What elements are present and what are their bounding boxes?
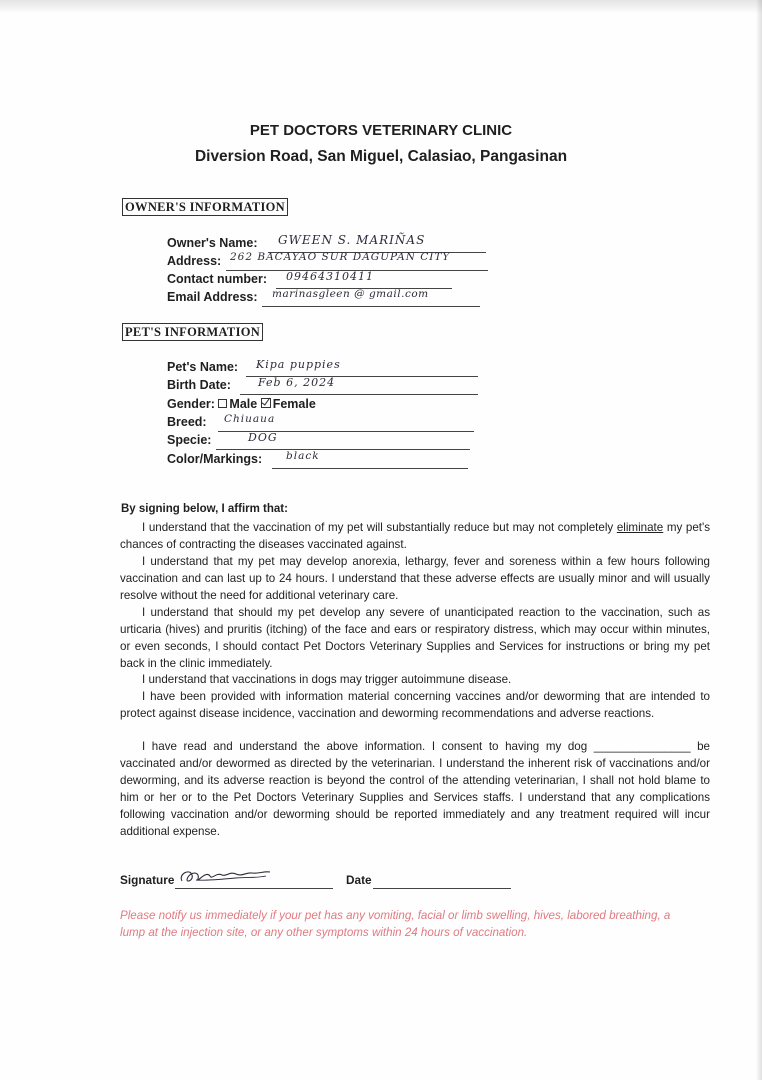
affirmation-paragraph-5: I have been provided with information material concerning vaccines and/or deworming that are intended to protect against disease incidence, vaccination and deworming recommendations and adverse reactions. bbox=[120, 690, 710, 720]
date-label: Date bbox=[346, 873, 372, 887]
address-value: 262 BACAYAO SUR DAGUPAN CITY bbox=[230, 251, 451, 263]
color-field bbox=[167, 452, 262, 466]
contact-field bbox=[167, 272, 267, 286]
clinic-address: Diversion Road, San Miguel, Calasiao, Pangasinan bbox=[194, 148, 568, 165]
p1-text-a: I understand that the vaccination of my pet will substantially reduce but may not completely bbox=[142, 521, 617, 534]
owner-section-title: OWNER'S INFORMATION bbox=[122, 198, 288, 216]
p6-text-b: be vaccinated and/or dewormed as directed by the veterinarian. I understand the inherent risk of vaccinations and/or deworming, and its adverse reaction is beyond the control of the attending veterinarian, I shall not hold blame to him or her or to the Pet Doctors Veterinary Supplies and Services staffs. I understand that any complications following vaccination and/or deworming should be reported immediately and any treatment required will incur additional expense. bbox=[120, 740, 710, 838]
breed-label: Breed: bbox=[167, 415, 207, 429]
breed-field bbox=[167, 415, 207, 429]
color-value: black bbox=[286, 450, 320, 462]
breed-value: Chiuaua bbox=[224, 413, 276, 425]
address-label: Address: bbox=[167, 254, 222, 268]
scan-shadow-top bbox=[0, 0, 762, 14]
female-option-label: Female bbox=[272, 397, 316, 411]
color-label: Color/Markings: bbox=[167, 452, 263, 466]
address-field bbox=[167, 254, 221, 268]
p1-underlined-word: eliminate bbox=[616, 521, 664, 534]
affirmation-paragraph-1 bbox=[120, 519, 710, 553]
p6-dog-blank[interactable]: _______________ bbox=[593, 740, 691, 753]
owner-name-label: Owner's Name: bbox=[167, 236, 258, 250]
male-option-label: Male bbox=[229, 397, 258, 411]
date-line[interactable] bbox=[373, 872, 511, 889]
birth-date-value: Feb 6, 2024 bbox=[258, 376, 336, 389]
email-label: Email Address: bbox=[167, 290, 258, 304]
owner-name-field bbox=[167, 236, 258, 250]
affirmation-paragraph-4: I understand that vaccinations in dogs may trigger autoimmune disease. bbox=[142, 673, 512, 686]
gender-field bbox=[167, 397, 316, 411]
gender-label: Gender: bbox=[167, 397, 215, 411]
birth-date-field bbox=[167, 378, 231, 392]
email-value: marinasgleen @ gmail.com bbox=[272, 288, 429, 300]
birth-date-label: Birth Date: bbox=[167, 378, 231, 392]
clinic-name: PET DOCTORS VETERINARY CLINIC bbox=[249, 122, 513, 139]
affirmation-paragraph-6 bbox=[120, 738, 710, 840]
pet-name-label: Pet's Name: bbox=[167, 360, 239, 374]
male-checkbox[interactable] bbox=[218, 399, 227, 408]
affirmation-heading: By signing below, I affirm that: bbox=[121, 503, 288, 515]
pet-section-title: PET'S INFORMATION bbox=[122, 323, 263, 341]
specie-value: DOG bbox=[248, 431, 278, 444]
email-field bbox=[167, 290, 258, 304]
affirmation-paragraph-3: I understand that should my pet develop any severe of unanticipated reaction to the vaccination, such as urticaria (hives) and pruritis (itching) of the face and ears or respiratory distress, which may occur within minutes, or even seconds, I should contact Pet Doctors Veterinary Supplies and Services for instructions or bring my pet back in the clinic immediately. bbox=[120, 606, 710, 670]
pet-name-field bbox=[167, 360, 238, 374]
specie-label: Specie: bbox=[167, 433, 212, 447]
handwritten-signature bbox=[176, 866, 276, 888]
p6-text-a: I have read and understand the above information. I consent to having my dog bbox=[142, 740, 594, 753]
contact-value: 09464310411 bbox=[286, 270, 374, 283]
p1-text-b: my pet's chances of contracting the diseases vaccinated against. bbox=[120, 521, 710, 551]
specie-field bbox=[167, 433, 211, 447]
female-checkbox-checked[interactable] bbox=[261, 398, 271, 408]
signature-label: Signature bbox=[120, 873, 175, 887]
pet-name-value: Kipa puppies bbox=[256, 358, 341, 371]
post-vaccination-notice: Please notify us immediately if your pet has any vomiting, facial or limb swelling, hives, labored breathing, a lump at the injection site, or any other symptoms within 24 hours of vaccination. bbox=[120, 909, 671, 939]
affirmation-paragraph-2: I understand that my pet may develop anorexia, lethargy, fever and soreness within a few hours following vaccination and can last up to 24 hours. I understand that these adverse effects are usually minor and will usually resolve without the need for additional veterinary care. bbox=[120, 555, 710, 602]
contact-label: Contact number: bbox=[167, 272, 267, 286]
owner-name-value: GWEEN S. MARIÑAS bbox=[278, 233, 426, 247]
